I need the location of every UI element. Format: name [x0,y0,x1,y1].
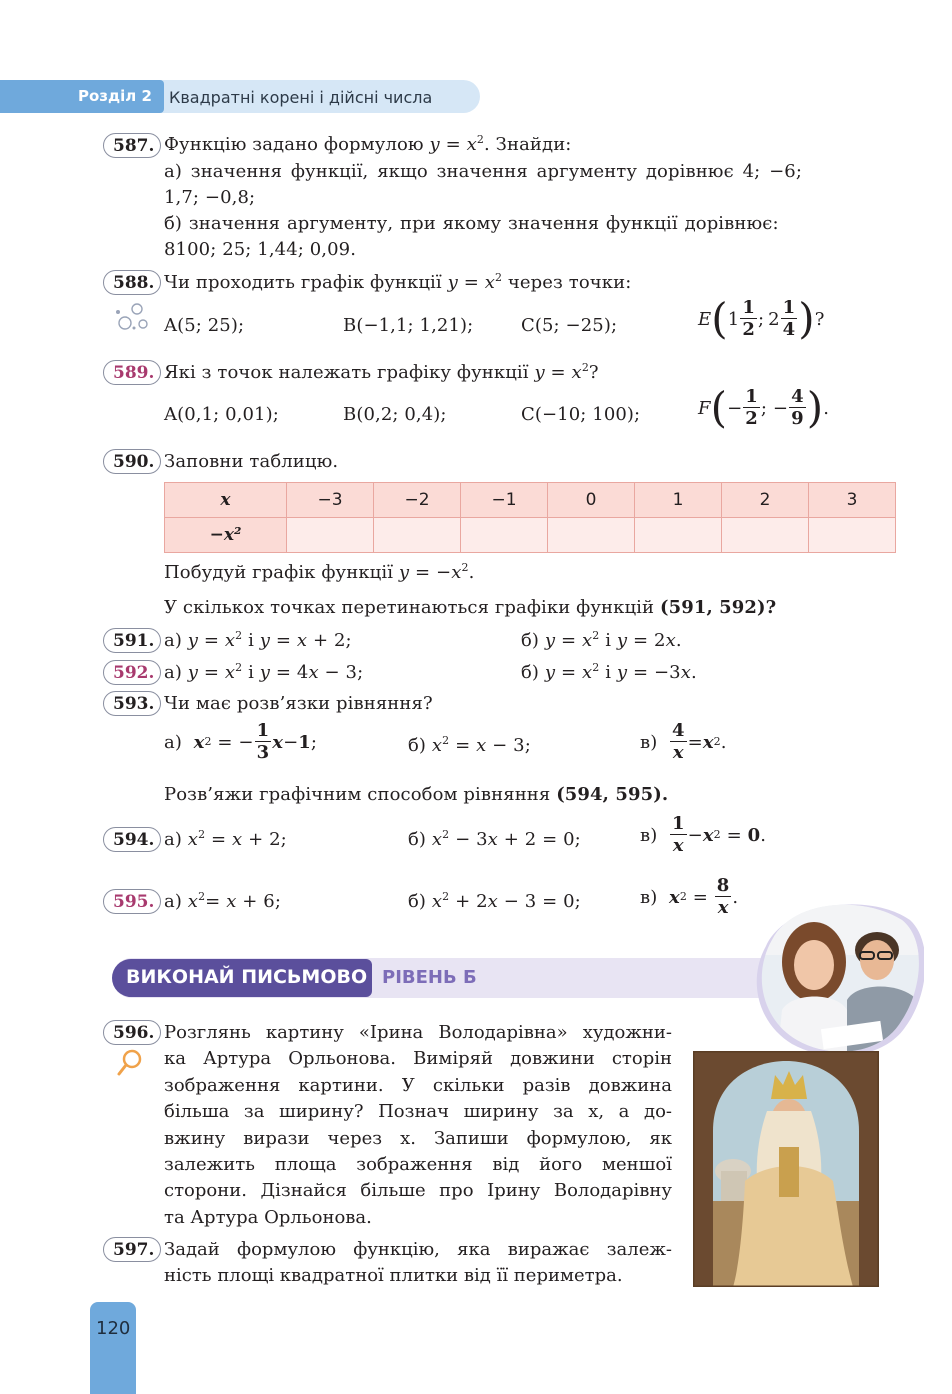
table-cell: −3 [287,483,374,518]
exercise-587-number: 587. [103,133,161,158]
fraction-1-2-neg: $\frac{1}{2}$ [745,386,758,429]
exercise-595-number: 595. [103,889,161,914]
point-b: B(−1,1; 1,21); [343,315,474,336]
point-e-end: ? [814,308,825,330]
point-f-label: F [698,397,711,419]
intersection-intro [164,597,776,618]
exercise-592-number: 592. [103,660,161,685]
exercise-596-number: 596. [103,1020,161,1045]
exercise-587-a-line2: 1,7; −0,8; [164,187,256,208]
exercise-594-c: в) $\frac{1}{x}$ − x 2 = 0 . [640,813,767,856]
exercise-590-after: Побудуй графік функції $y = -x^2$. [164,561,475,583]
graph-intro-text: Розв’яжи графічним способом рівняння [164,784,551,805]
exercise-593-c: в) $\frac{4}{x}$ = x 2 . [640,720,727,763]
table-head-x: x [165,483,287,518]
fraction-4-9-neg: $\frac{4}{9}$ [791,386,804,429]
page-number: 120 [96,1318,131,1339]
table-cell: 1 [635,483,722,518]
table-empty-cell[interactable] [374,518,461,553]
point-f: F ( − $\frac{1}{2}$ ; − $\frac{4}{9}$ ) . [698,383,830,432]
point-e: E ( 1 $\frac{1}{2}$ ; 2 $\frac{1}{4}$ ) ? [698,294,825,343]
point-b-589: B(0,2; 0,4); [343,404,447,425]
table-cell: 0 [548,483,635,518]
table-head-neg-x2: −x² [165,518,287,553]
students-photo [752,900,924,1060]
table-empty-cell[interactable] [722,518,809,553]
intersection-refs: (591, 592)? [659,597,777,618]
table-empty-cell[interactable] [809,518,896,553]
level-banner-title: ВИКОНАЙ ПИСЬМОВО [126,966,368,988]
exercise-597-line: ність площі квадратної плитки від її периметра. [164,1265,623,1287]
exercise-589-statement: Які з точок належать графіку функції $y = x^2$? [164,361,599,383]
exercise-596-line: ка Артура Орльонова. Виміряй довжини сторін [164,1048,672,1070]
exercise-596-line: більша за ширину? Познач ширину за x, а до- [164,1101,672,1123]
exercise-593-b: б) $x^2 = x - 3$; [408,734,531,756]
exercise-595-a: а) $x^2= x + 6$; [164,890,281,912]
exercise-590-text: Заповни таблицю. [164,451,339,472]
point-a: A(5; 25); [164,315,245,336]
exercise-592-b: б) $y = x^2$ і y = −3x. [521,661,697,683]
exercise-589-intro: Які з точок належать графіку функції [164,362,529,383]
table-cell: −2 [374,483,461,518]
level-banner-level: РІВЕНЬ Б [382,967,477,988]
point-c-589: C(−10; 100); [521,404,641,425]
exercise-594-a: а) $x^2 = x + 2$; [164,828,287,850]
exercise-593-text: Чи має розв’язки рівняння? [164,693,433,714]
table-cell: 3 [809,483,896,518]
exercise-596-line: сторони. Дізнайся більше про Ірину Володарівну [164,1180,672,1202]
chapter-title: Квадратні корені і дійсні числа [169,88,433,107]
exercise-592-a: а) $y = x^2$ і y = 4x − 3; [164,661,364,683]
exercise-596-line: вжину вирази через x. Запиши формулою, як [164,1127,672,1149]
exercise-587-b-line1: б) значення аргументу, при якому значення функції дорівнює: [164,213,779,234]
exercise-597-number: 597. [103,1237,161,1262]
fraction-8-x: $\frac{8}{x}$ [716,875,730,918]
fraction-1-x: $\frac{1}{x}$ [672,813,685,856]
fraction-1-3: $\frac{1}{3}$ [256,720,270,763]
painting-iryna-volodarivna [693,1051,879,1287]
exercise-594-number: 594. [103,827,161,852]
point-c: C(5; −25); [521,315,618,336]
exercise-595-b: б) $x^2 + 2x - 3 = 0$; [408,890,581,912]
exercise-591-number: 591. [103,628,161,653]
exercise-587-a-line1: а) значення функції, якщо значення аргументу дорівнює 4; −6; [164,161,803,182]
exercise-587-b-line2: 8100; 25; 1,44; 0,09. [164,239,357,260]
fraction-4-x: $\frac{4}{x}$ [672,720,685,763]
fraction-1-2: $\frac{1}{2}$ [742,297,755,340]
exercise-596-line: Розглянь картину «Ірина Володарівна» художни- [164,1022,672,1043]
table-empty-cell[interactable] [287,518,374,553]
exercise-594-b: б) $x^2 - 3x + 2 = 0$; [408,828,581,850]
exercise-591-b: б) $y = x^2$ і y = 2x. [521,629,682,651]
table-empty-cell[interactable] [548,518,635,553]
exercise-587-tail: . Знайди: [484,134,572,155]
magnifier-icon [116,1048,144,1078]
exercise-596-line: зображення картини. У скільки разів довжина [164,1074,672,1096]
fraction-1-4: $\frac{1}{4}$ [782,297,796,340]
intersection-intro-text: У скількох точках перетинаються графіки функцій [164,597,655,618]
formula-x: x [466,134,477,155]
table-empty-cell[interactable] [461,518,548,553]
formula-y: y [429,134,440,155]
exercise-588-statement: Чи проходить графік функції $y = x^2$ через точки: [164,271,632,293]
exercise-596-line: залежить площа зображення від його меншої [164,1154,672,1176]
page-number-tab [90,1302,136,1394]
exercise-588-intro: Чи проходить графік функції [164,272,442,293]
group-work-icon [112,300,152,334]
point-e-whole2: 2 [768,308,780,330]
table-empty-cell[interactable] [635,518,722,553]
exercise-593-a: а) x 2 = − $\frac{1}{3}$ x − 1 ; [164,720,318,763]
exercise-591-a: а) $y = x^2$ і y = x + 2; [164,629,352,651]
point-e-label: E [698,308,712,330]
table-cell: −1 [461,483,548,518]
exercise-588-tail: через точки: [507,272,632,293]
graph-intro [164,784,668,805]
exercise-595-c: в) x 2 = $\frac{8}{x}$ . [640,875,739,918]
exercise-593-number: 593. [103,691,161,716]
exercise-597-line: Задай формулою функцію, яка виражає залеж- [164,1239,672,1260]
table-row-x [165,483,896,518]
exercise-596-line: та Артура Орльонова. [164,1206,372,1228]
point-a-589: A(0,1; 0,01); [164,404,279,425]
graph-refs: (594, 595). [556,784,669,805]
exercise-597-text [164,1237,672,1290]
exercise-590-after-text: Побудуй графік функції [164,562,394,583]
point-e-whole1: 1 [727,308,740,330]
exercise-588-number: 588. [103,270,161,295]
exercise-587-intro: Функцію задано формулою [164,134,424,155]
exercise-590-number: 590. [103,449,161,474]
table-cell: 2 [722,483,809,518]
exercise-596-text [164,1020,672,1231]
exercise-587-statement: Функцію задано формулою $y = x^2$. Знайди: [164,133,572,155]
table-row-neg-x2 [165,518,896,553]
value-table [164,482,896,553]
exercise-589-number: 589. [103,360,161,385]
chapter-label: Розділ 2 [78,87,152,105]
